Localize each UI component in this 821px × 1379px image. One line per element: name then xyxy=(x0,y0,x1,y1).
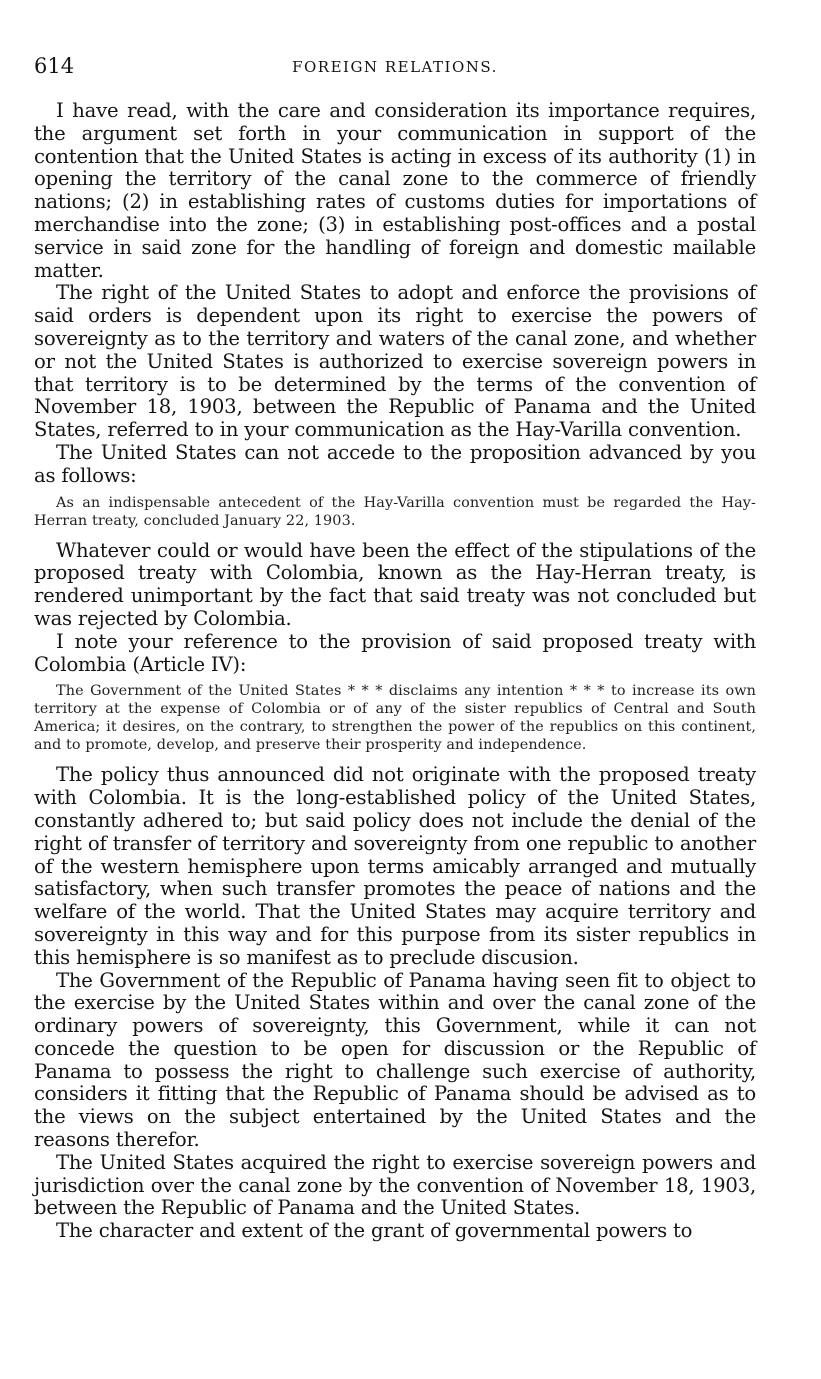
paragraph: The Government of the Republic of Panama having seen fit to object to the exercise by the United States within and over the canal zone of the ordinary powers of sovereignty, this Government, while it can not concede the question to be open for discussion or the Republic of Panama to possess the right to challenge such exercise of authority, considers it fitting that the Republic of Panama should be advised as to the views on the subject entertained by the United States and the reasons therefor. xyxy=(34,968,756,1152)
paragraph: The United States can not accede to the proposition advanced by you as follows: xyxy=(34,440,756,487)
paragraph: I note your reference to the provision of said proposed treaty with Colombia (Article IV): xyxy=(34,629,756,676)
paragraph: Whatever could or would have been the effect of the stipulations of the proposed treaty with Colombia, known as the Hay-Herran treaty, is rendered unimportant by the fact that said treaty was not concluded but was rejected by Colombia. xyxy=(34,538,756,630)
paragraph: The policy thus announced did not originate with the proposed treaty with Colombia. It is the long-established policy of the United States, constantly adhered to; but said policy does not include the denial of the right of transfer of territory and sovereignty from one republic to another of the western hemisphere upon terms amicably arranged and mutually satisfactory, when such transfer promotes the peace of nations and the welfare of the world. That the United States may acquire territory and sovereignty in this way and for this purpose from its sister republics in this hemisphere is so manifest as to preclude discusion. xyxy=(34,763,756,969)
block-quote: The Government of the United States * * * disclaims any intention * * * to increase its own territory at the expense of Colombia or of any of the sister republics of Central and South America; it desires, on the contrary, to strengthen the power of the republics on this continent, and to promote, develop, and preserve their prosperity and independence. xyxy=(34,683,756,754)
paragraph: The character and extent of the grant of governmental powers to xyxy=(56,1219,693,1243)
running-title: FOREIGN RELATIONS. xyxy=(292,58,498,76)
paragraph: The right of the United States to adopt and enforce the provisions of said orders is dependent upon its right to exercise the powers of sovereignty as to the territory and waters of the canal zone, and whether or not the United States is authorized to exercise sovereign powers in that territory is to be determined by the terms of the convention of November 18, 1903, between the Republic of Panama and the United States, referred to in your communication as the Hay-Varilla convention. xyxy=(34,281,756,442)
page-number: 614 xyxy=(34,54,75,78)
block-quote: As an indispensable antecedent of the Hay-Varilla convention must be regarded the Hay-Herran treaty, concluded January 22, 1903. xyxy=(34,494,756,529)
body-text xyxy=(34,100,756,1243)
paragraph: The United States acquired the right to exercise sovereign powers and jurisdiction over the canal zone by the convention of November 18, 1903, between the Republic of Panama and the United States. xyxy=(34,1150,756,1220)
page-header xyxy=(34,54,756,84)
paragraph: I have read, with the care and consideration its importance requires, the argument set forth in your communication in support of the contention that the United States is acting in excess of its authority (1) in opening the territory of the canal zone to the commerce of friendly nations; (2) in establishing rates of customs duties for importations of merchandise into the zone; (3) in establishing post-offices and a postal service in said zone for the handling of foreign and domestic mailable matter. xyxy=(34,99,756,282)
